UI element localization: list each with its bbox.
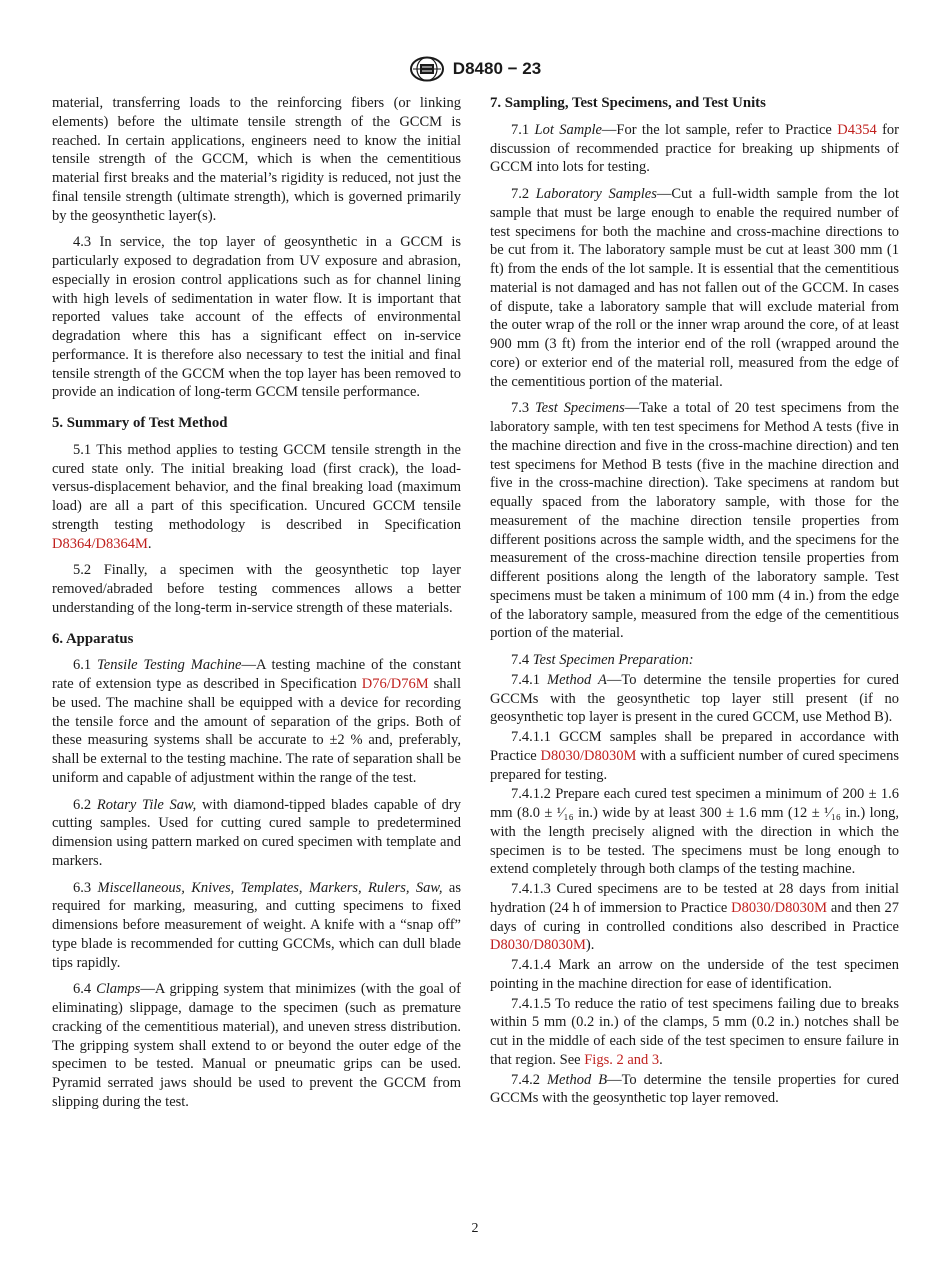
paragraph-4-3: 4.3 In service, the top layer of geosynthetic in a GCCM is particularly exposed to degradation from UV exposure and abrasion, especially in erosion control applications such as for channel lining with high levels of sedimentation in water flow. It is important that reported values take account of the effects of environmental degradation where this has a significant effect on in-service performance. It is therefore also necessary to test the initial and final tensile strength of the GCCM when the top layer has been removed to provide an indication of long-term GCCM tensile performance. <box>52 234 461 401</box>
paragraph-6-3: 6.3 Miscellaneous, Knives, Templates, Markers, Rulers, Saw, as required for marking, measuring, and cutting specimens to fixed dimensions before measurement of weight. A knife with a “snap off” type blade is recommended for cutting GCCMs, which can dull blade tips rapidly. <box>52 879 461 971</box>
paragraph-5-2: 5.2 Finally, a specimen with the geosynthetic top layer removed/abraded before testing commences allows a better understanding of the long-term in-service strength of these materials. <box>52 562 461 616</box>
paragraph-7-3: 7.3 Test Specimens—Take a total of 20 test specimens from the laboratory sample, with ten test specimens for Method A tests (five in the machine direction and five in the cross-machine direction) and ten test specimens for Method B tests (five in the machine direction and five in the cross-machine direction). Take specimens at random but equally spaced from the laboratory sample, with those for the measurement of the machine direction tensile properties from different positions across the sample width, and the specimens for the measurement of the cross-machine direction tensile properties from different positions along the length of the laboratory sample. Test specimens must be taken a minimum of 100 mm (4 in.) from the edge of the laboratory sample, measured from the edge of the cementitious portion of the material. <box>490 400 899 642</box>
right-column <box>490 94 899 1109</box>
paragraph-4-2-continued: material, transferring loads to the reinforcing fibers (or linking elements) before the ultimate tensile strength of the GCCM is reached. In certain applications, engineers need to know the initial tensile strength of the GCCM, which is when the cementitious material first breaks and the material’s rigidity is reduced, not just the final tensile strength (ultimate strength), which is governed primarily by the geosynthetic layer(s). <box>52 95 461 224</box>
astm-logo-icon <box>409 56 445 82</box>
section-heading-5: 5. Summary of Test Method <box>52 415 228 431</box>
left-column <box>52 94 461 1120</box>
paragraph-6-4: 6.4 Clamps—A gripping system that minimizes (with the goal of eliminating) slippage, damage to the specimen (such as premature cracking of the cementitious material), and uneven stress distribution. The gripping system shall extend to or beyond the outer edge of the specimen to be tested. Manual or pneumatic grips can be used. Pyramid serrated jaws should be used to prevent the GCCM from slipping during the test. <box>52 981 461 1110</box>
paragraph-5-1: 5.1 This method applies to testing GCCM tensile strength in the cured state only. The initial breaking load (first crack), the load-versus-displacement behavior, and the final breaking load (maximum load) are all a part of this specification. Uncured GCCM tensile strength testing methodology is described in Specification D8364/D8364M. <box>52 441 461 552</box>
section-heading-7: 7. Sampling, Test Specimens, and Test Units <box>490 95 766 111</box>
paragraph-7-1: 7.1 Lot Sample—For the lot sample, refer to Practice D4354 for discussion of recommended practice for breaking up shipments of GCCM into lots for testing. <box>490 121 899 176</box>
section-heading-6: 6. Apparatus <box>52 630 134 647</box>
paragraph-7-4-1-5: 7.4.1.5 To reduce the ratio of test specimens failing due to breaks within 5 mm (0.2 in.) of the clamps, 5 mm (0.2 in.) notches shall be cut in the middle of each side of the test specimen to ensure failure in that region. See Figs. 2 and 3. <box>490 995 899 1068</box>
paragraph-7-2: 7.2 Laboratory Samples—Cut a full-width sample from the lot sample that must be large enough to enable the required number of test specimens for both the machine and cross-machine directions to be cut from it. The laboratory sample must be cut at least 300 mm (1 ft) from the ends of the lot sample. It is essential that the cementitious material is not damaged and has not fallen out of the GCCM. In cases of dispute, take a laboratory sample that will exclude material from the outer wrap of the roll or the inner wrap around the core, of at least 900 mm (3 ft) from the interior end of the roll (wrapped around the core) or exterior end of the material roll, measured from the edge of the cementitious portion of the material. <box>490 186 899 390</box>
paragraph-7-4-1-1: 7.4.1.1 GCCM samples shall be prepared in accordance with Practice D8030/D8030M with a sufficient number of cured specimens prepared for testing. <box>490 729 899 783</box>
paragraph-7-4-1-3: 7.4.1.3 Cured specimens are to be tested at 28 days from initial hydration (24 h of immersion to Practice D8030/D8030M and then 27 days of curing in controlled conditions also described in Practice D8030/D8030M). <box>490 881 899 954</box>
paragraph-6-1: 6.1 Tensile Testing Machine—A testing machine of the constant rate of extension type as described in Specification D76/D76M shall be used. The machine shall be equipped with a device for recording the tensile force and the amount of separation of the grips. Both of these measuring systems shall be accurate to ±2 % and, preferably, shall be external to the testing machine. The rate of separation shall be uniform and capable of adjustment within the range of the test. <box>52 657 461 786</box>
paragraph-7-4-1-2: 7.4.1.2 Prepare each cured test specimen a minimum of 200 ± 1.6 mm (8.0 ± ¹⁄₁₆ in.) wide by at least 300 ± 1.6 mm (12 ± ¹⁄₁₆ in.) long, with the length precisely aligned with the direction in which the specimen is to be tested. The specimens must be long enough to extend completely through both clamps of the testing machine. <box>490 786 899 878</box>
paragraph-7-4-2: 7.4.2 Method B—To determine the tensile properties for cured GCCMs with the geosynthetic top layer removed. <box>490 1071 899 1107</box>
paragraph-7-4-1-4: 7.4.1.4 Mark an arrow on the underside of the test specimen pointing in the machine direction for ease of identification. <box>490 957 899 992</box>
link-d8030[interactable]: D8030/D8030M <box>731 899 828 916</box>
paragraph-6-2: 6.2 Rotary Tile Saw, with diamond-tipped blades capable of dry cutting samples. Used for cutting cured sample to predetermined dimension using pattern marked on cured specimen with template and markers. <box>52 796 461 869</box>
paragraph-7-4: 7.4 Test Specimen Preparation: <box>511 652 694 668</box>
link-figs-2-3[interactable]: Figs. 2 and 3 <box>584 1051 660 1068</box>
document-designation: D8480 − 23 <box>452 59 542 78</box>
link-d8030[interactable]: D8030/D8030M <box>490 937 586 954</box>
link-d76[interactable]: D76/D76M <box>361 676 429 692</box>
link-d8030[interactable]: D8030/D8030M <box>540 747 637 764</box>
link-d4354[interactable]: D4354 <box>837 121 877 138</box>
link-d8364[interactable]: D8364/D8364M <box>52 535 148 552</box>
paragraph-7-4-1: 7.4.1 Method A—To determine the tensile properties for cured GCCMs with the geosynthetic top layer still present (if no geosynthetic top layer is present in the cured GCCM, use Method B). <box>490 671 900 726</box>
page-number: 2 <box>471 1221 479 1236</box>
page-header <box>0 56 950 82</box>
